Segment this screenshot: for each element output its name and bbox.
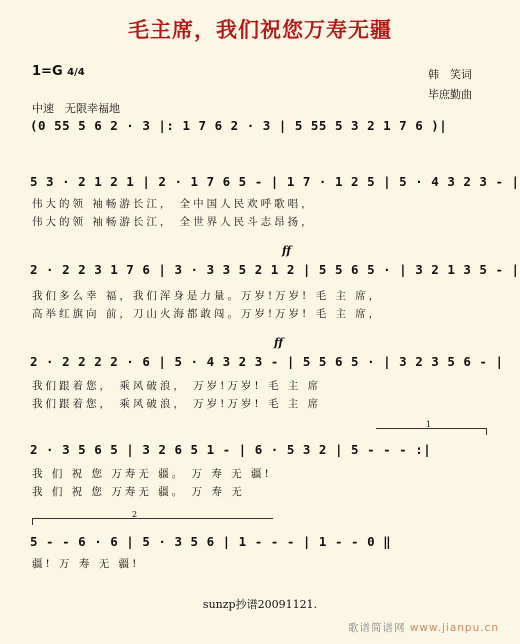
composer-credit: 毕庶勤曲	[428, 88, 472, 101]
dynamic-marking-1: ff	[282, 244, 292, 257]
volta-number-2: 2	[132, 510, 138, 519]
watermark-name: 歌谱简谱网	[348, 622, 406, 634]
lyricist-credit: 韩 笑词	[428, 68, 472, 81]
notation-line-3: 2 · 2 2 3 1 7 6 | 3 · 3 3 5 2 1 2 | 5 5 6 5 · | 3 2 1 3 5 - |	[30, 262, 520, 277]
notation-line-1: (0 55 5 6 2 · 3 |: 1 7 6 2 · 3 | 5 55 5 3 2 1 7 6 )|	[30, 118, 448, 133]
watermark-url: www.jianpu.cn	[409, 622, 499, 634]
notation-line-5: 2 · 3 5 6 5 | 3 2 6 5 1 - | 6 · 5 3 2 | 5 - - - :|	[30, 442, 432, 457]
watermark	[348, 620, 499, 635]
lyrics-line-2b: 伟大的领 袖畅游长江， 全世界人民斗志昂扬，	[32, 216, 315, 228]
volta-number-1: 1	[426, 420, 432, 429]
lyrics-line-3b: 高举红旗向 前，刀山火海都敢闯。万岁!万岁! 毛 主 席，	[32, 308, 383, 320]
lyrics-line-5a: 我 们 祝 您 万寿无 疆。 万 寿 无 疆!	[32, 468, 272, 480]
time-signature: 4/4	[67, 67, 85, 78]
notation-line-2: 5 3 · 2 1 2 1 | 2 · 1 7 6 5 - | 1 7 · 1 2 5 | 5 · 4 3 2 3 - |	[30, 174, 520, 189]
notation-line-6: 5 - - 6 · 6 | 5 · 3 5 6 | 1 - - - | 1 - - 0 ‖	[30, 534, 392, 549]
notation-line-4: 2 · 2 2 2 2 · 6 | 5 · 4 3 2 3 - | 5 5 6 5 · | 3 2 3 5 6 - |	[30, 354, 504, 369]
lyrics-line-2a: 伟大的领 袖畅游长江， 全中国人民欢呼歌唱，	[32, 198, 315, 210]
tempo-marking: 中速 无限幸福地	[32, 102, 120, 115]
volta-bracket-1	[376, 428, 487, 435]
transcriber-note: sunzp抄谱20091121.	[202, 598, 318, 611]
lyrics-line-3a: 我们多么幸 福，我们浑身是力量。万岁!万岁! 毛 主 席，	[32, 290, 383, 302]
key-signature	[32, 64, 85, 79]
dynamic-marking-2: ff	[274, 336, 284, 349]
key-label: 1=G	[32, 64, 63, 79]
lyrics-line-5b: 我 们 祝 您 万寿无 疆。 万 寿 无	[32, 486, 245, 498]
lyrics-line-4b: 我们跟着您， 乘风破浪， 万岁!万岁! 毛 主 席	[32, 398, 322, 410]
lyrics-line-4a: 我们跟着您， 乘风破浪， 万岁!万岁! 毛 主 席	[32, 380, 322, 392]
lyrics-line-6: 疆! 万 寿 无 疆!	[32, 558, 140, 570]
volta-bracket-2	[32, 518, 273, 525]
song-title: 毛主席，我们祝您万寿无疆	[128, 17, 392, 42]
